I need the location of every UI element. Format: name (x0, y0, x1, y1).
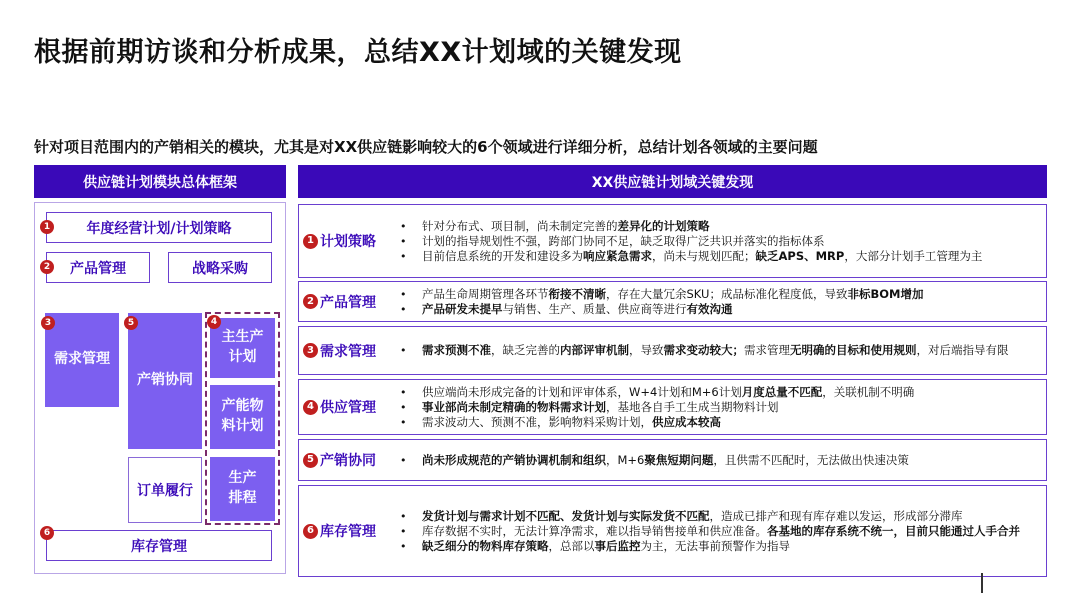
number-badge-5: 5 (124, 316, 138, 330)
finding-bullet (394, 453, 1040, 468)
strategic-purchase-box: 战略采购 (168, 252, 272, 283)
finding-row (298, 326, 1047, 375)
finding-bullet (394, 385, 1040, 400)
number-badge-6: 6 (40, 526, 54, 540)
bold-text: 差异化的计划策略 (617, 218, 710, 233)
text: ，导致 (629, 343, 664, 357)
number-badge-4: 4 (207, 315, 221, 329)
text: 为主，无法事前预警作为指导 (640, 538, 790, 553)
number-badge-3: 3 (41, 316, 55, 330)
findings-header: XX供应链计划域关键发现 (298, 165, 1047, 198)
text: ，M+6 (606, 452, 645, 467)
page-title: 根据前期访谈和分析成果，总结XX计划域的关键发现 (34, 37, 682, 68)
finding-bullet (394, 524, 1040, 539)
row-label: 产销协同 (320, 453, 376, 469)
finding-bullet (394, 400, 1040, 415)
number-badge-2: 2 (40, 260, 54, 274)
bold-text: 发货计划与需求计划不匹配、发货计划与实际发货不匹配 (422, 508, 710, 523)
finding-bullets (394, 343, 1040, 358)
framework-header: 供应链计划模块总体框架 (34, 165, 286, 198)
bold-text: 内部评审机制 (560, 343, 629, 357)
production-schedule-box: 生产排程 (210, 457, 275, 521)
bold-text: 月度总量不匹配 (741, 384, 823, 399)
annual-plan-box: 年度经营计划/计划策略 (46, 212, 272, 243)
sop-box: 产销协同 (128, 313, 202, 449)
bold-text: 供应成本较高 (652, 414, 721, 429)
text: ，基地各自手工生成当期物料计划 (606, 399, 779, 414)
finding-bullets (394, 509, 1040, 554)
finding-bullet (394, 509, 1040, 524)
demand-mgmt-box: 需求管理 (45, 313, 119, 407)
capacity-material-box: 产能物料计划 (210, 385, 275, 449)
order-fulfillment-box: 订单履行 (128, 457, 202, 523)
bold-text: 事业部尚未制定精确的物料需求计划 (422, 399, 606, 414)
row-label: 需求管理 (320, 343, 376, 360)
text: ，总部以 (548, 538, 595, 553)
finding-bullet (394, 234, 1040, 249)
text: ，造成已排产和现有库存难以发运，形成部分滞库 (709, 508, 963, 523)
row-label: 计划策略 (320, 234, 376, 250)
finding-bullet (394, 219, 1040, 234)
row-label: 产品管理 (320, 294, 376, 311)
finding-bullet (394, 415, 1040, 430)
finding-bullet (394, 343, 1040, 358)
text: 供应端尚未形成完备的计划和评审体系，W+4计划和M+6计划 (422, 384, 742, 399)
finding-row (298, 439, 1047, 481)
row-number-badge: 2 (303, 294, 318, 309)
bold-text: 需求预测不准 (422, 343, 491, 357)
bold-text: 衔接不清晰 (548, 286, 606, 301)
mps-box: 主生产计划 (210, 318, 275, 378)
bold-text: 有效沟通 (686, 301, 733, 316)
finding-bullets (394, 385, 1040, 430)
bold-text: 需求变动较大； (663, 343, 744, 357)
text: 与销售、生产、质量、供应商等进行 (502, 301, 687, 316)
bold-text: 聚焦短期问题 (644, 452, 714, 467)
row-number-badge: 1 (303, 234, 318, 249)
product-mgmt-box: 产品管理 (46, 252, 150, 283)
bold-text: 产品研发未提早 (422, 301, 503, 316)
bold-text: 响应紧急需求 (583, 248, 652, 263)
finding-bullet (394, 539, 1040, 554)
row-number-badge: 6 (303, 524, 318, 539)
text: 产品生命周期管理各环节 (422, 286, 549, 301)
text: 计划的指导规划性不强，跨部门协同不足，缺乏取得广泛共识并落实的指标体系 (422, 233, 825, 248)
bold-text: 尚未形成规范的产销协调机制和组织 (422, 452, 606, 467)
finding-bullet (394, 302, 1040, 317)
finding-bullets (394, 453, 1040, 468)
finding-bullets (394, 287, 1040, 317)
text: ，缺乏完善的 (491, 343, 560, 357)
inventory-mgmt-box: 库存管理 (46, 530, 272, 561)
bold-text: 无明确的目标和使用规则 (790, 343, 917, 357)
finding-bullet (394, 249, 1040, 264)
row-number-badge: 4 (303, 400, 318, 415)
text: 目前信息系统的开发和建设多为 (422, 248, 583, 263)
text: ，大部分计划手工管理为主 (844, 248, 983, 263)
finding-row (298, 204, 1047, 278)
row-label: 供应管理 (320, 400, 376, 416)
bold-text: 各基地的库存系统不统一，目前只能通过人手合并 (767, 523, 1020, 538)
text: 需求管理 (744, 343, 790, 357)
row-label: 库存管理 (320, 524, 376, 540)
text: ，尚未与规划匹配； (652, 248, 756, 263)
row-number-badge: 3 (303, 343, 318, 358)
text: 库存数据不实时，无法计算净需求，难以指导销售接单和供应准备。 (422, 523, 767, 538)
finding-bullet (394, 287, 1040, 302)
text: 针对分布式、项目制，尚未制定完善的 (422, 218, 618, 233)
bold-text: 缺乏细分的物料库存策略 (422, 538, 549, 553)
text: ，关联机制不明确 (822, 384, 915, 399)
finding-row (298, 379, 1047, 435)
finding-row (298, 281, 1047, 322)
number-badge-1: 1 (40, 220, 54, 234)
text: 需求波动大、预测不准，影响物料采购计划， (422, 414, 652, 429)
text: ，且供需不匹配时，无法做出快速决策 (713, 452, 909, 467)
bold-text: 事后监控 (594, 538, 641, 553)
finding-bullets (394, 219, 1040, 264)
text: ，对后端指导有限 (916, 343, 1009, 357)
finding-row (298, 485, 1047, 577)
bold-text: 缺乏APS、MRP (755, 248, 845, 263)
page-subtitle: 针对项目范围内的产销相关的模块，尤其是对XX供应链影响较大的6个领域进行详细分析，总结计划各领域的主要问题 (34, 138, 818, 156)
bold-text: 非标BOM增加 (847, 286, 924, 301)
row-number-badge: 5 (303, 453, 318, 468)
text: ，存在大量冗余SKU；成品标准化程度低，导致 (606, 286, 848, 301)
divider-line (981, 573, 983, 593)
